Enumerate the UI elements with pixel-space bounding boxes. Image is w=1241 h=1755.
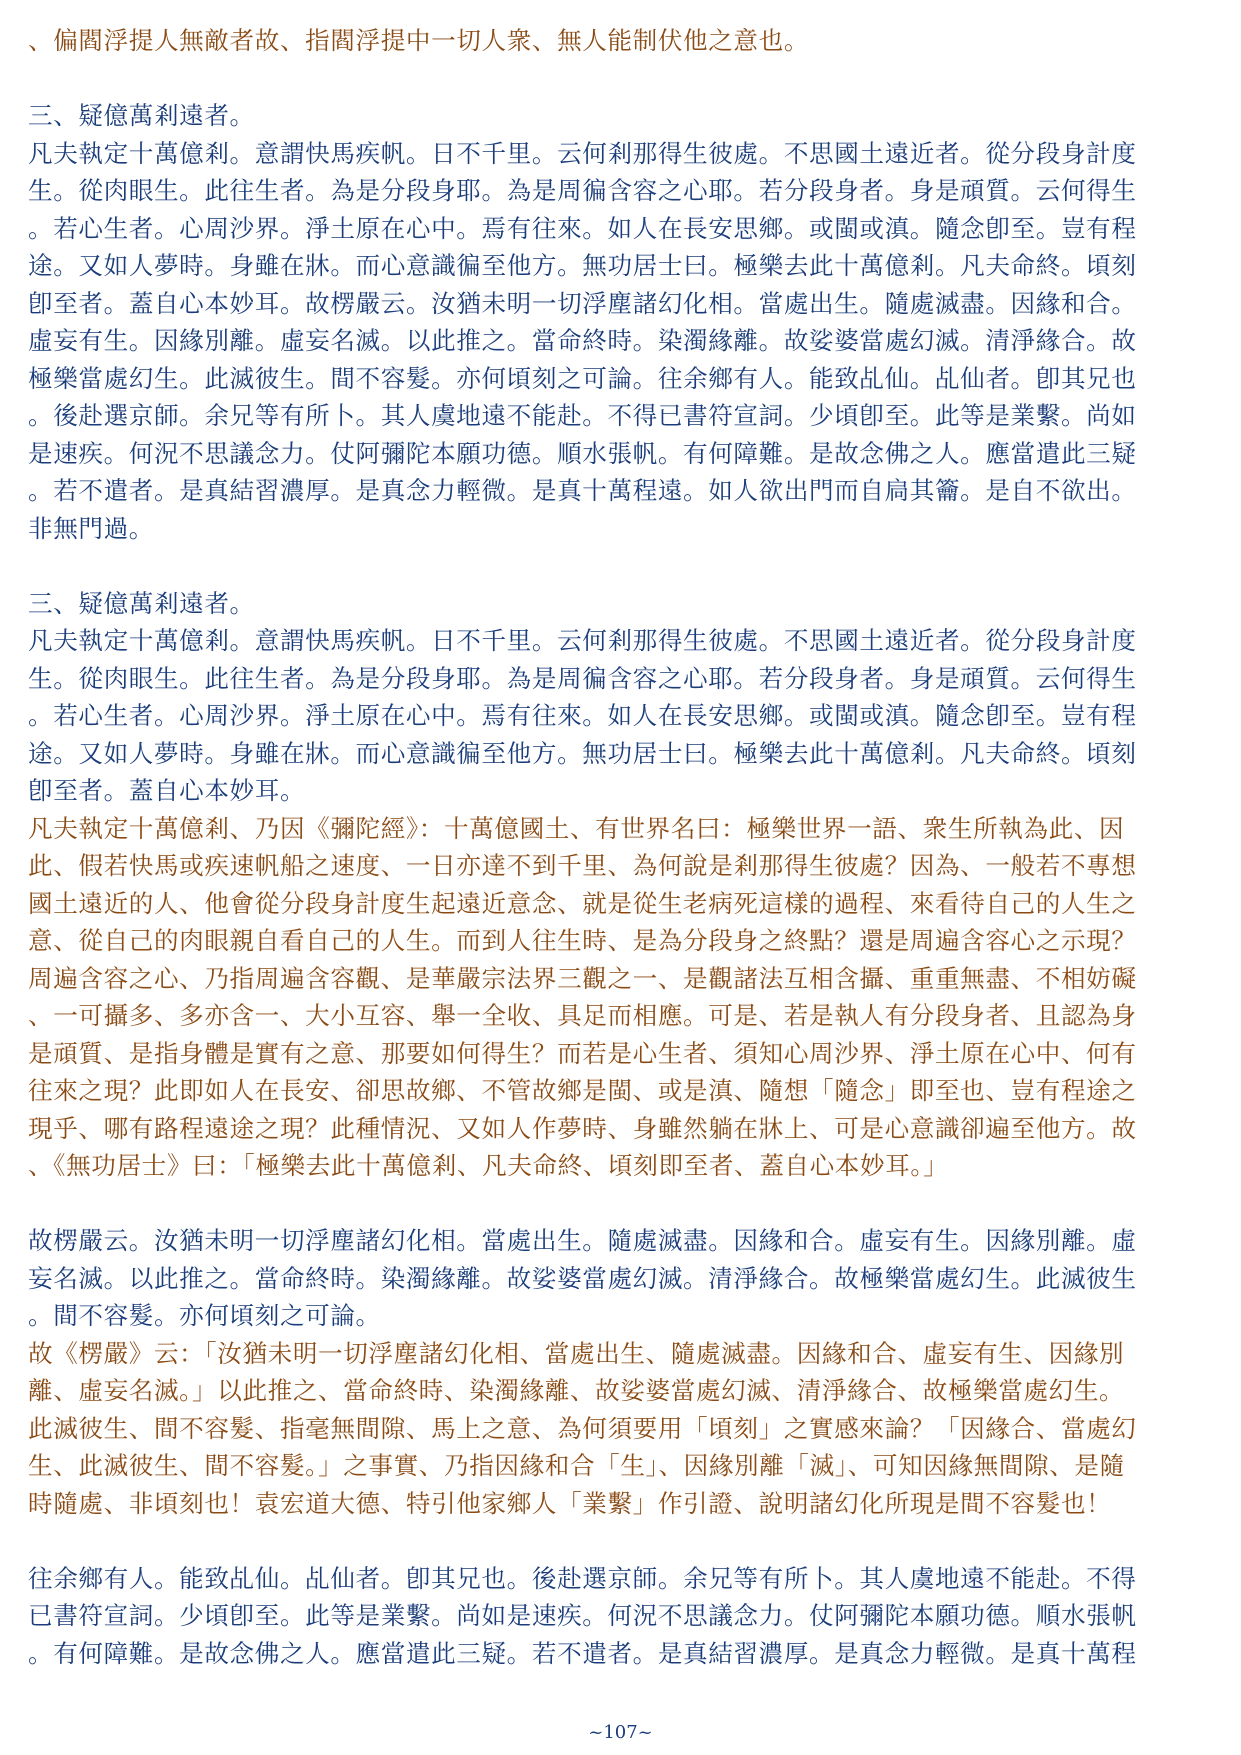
source-text-line: 生。從肉眼生。此往生者。為是分段身耶。為是周徧含容之心耶。若分段身者。身是頑質。云何得生 bbox=[28, 176, 1137, 205]
source-text-line: 生。從肉眼生。此往生者。為是分段身耶。為是周徧含容之心耶。若分段身者。身是頑質。云何得生 bbox=[28, 663, 1137, 693]
paragraph-spacer bbox=[28, 1185, 1218, 1223]
commentary-line: 往來之現？此即如人在長安、卻思故鄉、不管故鄉是閩、或是滇、隨想「隨念」即至也、豈有程途之 bbox=[28, 1076, 1137, 1105]
source-text-line: 三、疑億萬剎遠者。 bbox=[28, 588, 255, 618]
commentary-line: 、偏閻浮提人無敵者故、指閻浮提中一切人衆、無人能制伏他之意也。 bbox=[28, 26, 810, 55]
commentary-line: 凡夫執定十萬億剎、乃因《彌陀經》：十萬億國土、有世界名曰：極樂世界一語、衆生所執為此、因 bbox=[28, 813, 1125, 843]
source-text-line: 非無門過。 bbox=[28, 513, 154, 543]
paragraph-spacer bbox=[28, 60, 1218, 98]
source-text-line: 。若心生者。心周沙界。淨土原在心中。焉有往來。如人在長安思鄉。或閩或滇。隨念卽至。豈有程 bbox=[28, 701, 1137, 730]
commentary-line: 周遍含容之心、乃指周遍含容觀、是華嚴宗法界三觀之一、是觀諸法互相含攝、重重無盡、不相妨礙 bbox=[28, 963, 1137, 993]
source-text-line: 往余鄉有人。能致乩仙。乩仙者。卽其兄也。後赴選京師。余兄等有所卜。其人虞地遠不能赴。不得 bbox=[28, 1563, 1137, 1593]
commentary-line: 生、此滅彼生、間不容髮。」之事實、乃指因緣和合「生」、因緣別離「滅」、可知因緣無間隙、是隨 bbox=[28, 1451, 1125, 1480]
source-text-line: 。有何障難。是故念佛之人。應當遣此三疑。若不遣者。是真結習濃厚。是真念力輕微。是真十萬程 bbox=[28, 1638, 1137, 1668]
commentary-line: 故《楞嚴》云：「汝猶未明一切浮塵諸幻化相、當處出生、隨處滅盡。因緣和合、虛妄有生、因緣別 bbox=[28, 1338, 1125, 1368]
commentary-line: 現乎、哪有路程遠途之現？此種情況、又如人作夢時、身雖然躺在牀上、可是心意識卻遍至他方。故 bbox=[28, 1113, 1137, 1143]
source-text-line: 已書符宣詞。少頃卽至。此等是業繫。尚如是速疾。何況不思議念力。仗阿彌陀本願功德。順水張帆 bbox=[28, 1601, 1137, 1630]
commentary-line: 、一可攝多、多亦含一、大小互容、舉一全收、具足而相應。可是、若是執人有分段身者、且認為身 bbox=[28, 1001, 1137, 1030]
document-body bbox=[28, 22, 1218, 1672]
source-text-line: 卽至者。蓋自心本妙耳。故楞嚴云。汝猶未明一切浮塵諸幻化相。當處出生。隨處滅盡。因緣和合。 bbox=[28, 288, 1137, 318]
source-text-line: 三、疑億萬剎遠者。 bbox=[28, 101, 255, 130]
commentary-line: 此滅彼生、間不容髮、指毫無間隙、馬上之意、為何須要用「頃刻」之實感來論？「因緣合、當處幻 bbox=[28, 1413, 1137, 1443]
source-text-line: 是速疾。何況不思議念力。仗阿彌陀本願功德。順水張帆。有何障難。是故念佛之人。應當遣此三疑 bbox=[28, 438, 1137, 468]
commentary-line: 是頑質、是指身體是實有之意、那要如何得生？而若是心生者、須知心周沙界、淨土原在心中、何有 bbox=[28, 1038, 1137, 1068]
source-text-line: 。後赴選京師。余兄等有所卜。其人虞地遠不能赴。不得已書符宣詞。少頃卽至。此等是業繫。尚如 bbox=[28, 401, 1137, 430]
commentary-line: 時隨處、非頃刻也！袁宏道大德、特引他家鄉人「業繫」作引證、說明諸幻化所現是間不容髮也！ bbox=[28, 1488, 1112, 1518]
source-text-line: 凡夫執定十萬億剎。意謂快馬疾帆。日不千里。云何剎那得生彼處。不思國土遠近者。從分段身計度 bbox=[28, 626, 1137, 655]
source-text-line: 途。又如人夢時。身雖在牀。而心意識徧至他方。無功居士曰。極樂去此十萬億剎。凡夫命終。頃刻 bbox=[28, 738, 1137, 768]
page-number: ~107~ bbox=[588, 1722, 653, 1743]
source-text-line: 故楞嚴云。汝猶未明一切浮塵諸幻化相。當處出生。隨處滅盡。因緣和合。虛妄有生。因緣別離。虛 bbox=[28, 1226, 1137, 1255]
commentary-line: 國土遠近的人、他會從分段身計度生起遠近意念、就是從生老病死這樣的過程、來看待自己的人生之 bbox=[28, 888, 1137, 918]
source-text-line: 。若心生者。心周沙界。淨土原在心中。焉有往來。如人在長安思鄉。或閩或滇。隨念卽至。豈有程 bbox=[28, 213, 1137, 243]
source-text-line: 極樂當處幻生。此滅彼生。間不容髮。亦何頃刻之可論。往余鄉有人。能致乩仙。乩仙者。卽其兄也 bbox=[28, 363, 1137, 393]
source-text-line: 凡夫執定十萬億剎。意謂快馬疾帆。日不千里。云何剎那得生彼處。不思國土遠近者。從分段身計度 bbox=[28, 138, 1137, 168]
source-text-line: 。若不遣者。是真結習濃厚。是真念力輕微。是真十萬程遠。如人欲出門而自扃其籥。是自不欲出。 bbox=[28, 476, 1137, 505]
source-text-line: 卽至者。蓋自心本妙耳。 bbox=[28, 776, 306, 805]
commentary-line: 離、虛妄名滅。」以此推之、當命終時、染濁緣離、故娑婆當處幻滅、清淨緣合、故極樂當處幻生。 bbox=[28, 1376, 1125, 1405]
source-text-line: 虛妄有生。因緣別離。虛妄名滅。以此推之。當命終時。染濁緣離。故娑婆當處幻滅。清淨緣合。故 bbox=[28, 326, 1137, 355]
commentary-line: 意、從自己的肉眼親自看自己的人生。而到人往生時、是為分段身之終點？還是周遍含容心之示現？ bbox=[28, 926, 1137, 955]
source-text-line: 。間不容髮。亦何頃刻之可論。 bbox=[28, 1301, 381, 1330]
commentary-line: 、《無功居士》曰：「極樂去此十萬億剎、凡夫命終、頃刻即至者、蓋自心本妙耳。」 bbox=[28, 1151, 949, 1180]
paragraph-spacer bbox=[28, 547, 1218, 585]
source-text-line: 妄名滅。以此推之。當命終時。染濁緣離。故娑婆當處幻滅。清淨緣合。故極樂當處幻生。此滅彼生 bbox=[28, 1263, 1137, 1293]
source-text-line: 途。又如人夢時。身雖在牀。而心意識徧至他方。無功居士曰。極樂去此十萬億剎。凡夫命終。頃刻 bbox=[28, 251, 1137, 280]
commentary-line: 此、假若快馬或疾速帆船之速度、一日亦達不到千里、為何說是剎那得生彼處？因為、一般若不專想 bbox=[28, 851, 1137, 880]
paragraph-spacer bbox=[28, 1522, 1218, 1560]
